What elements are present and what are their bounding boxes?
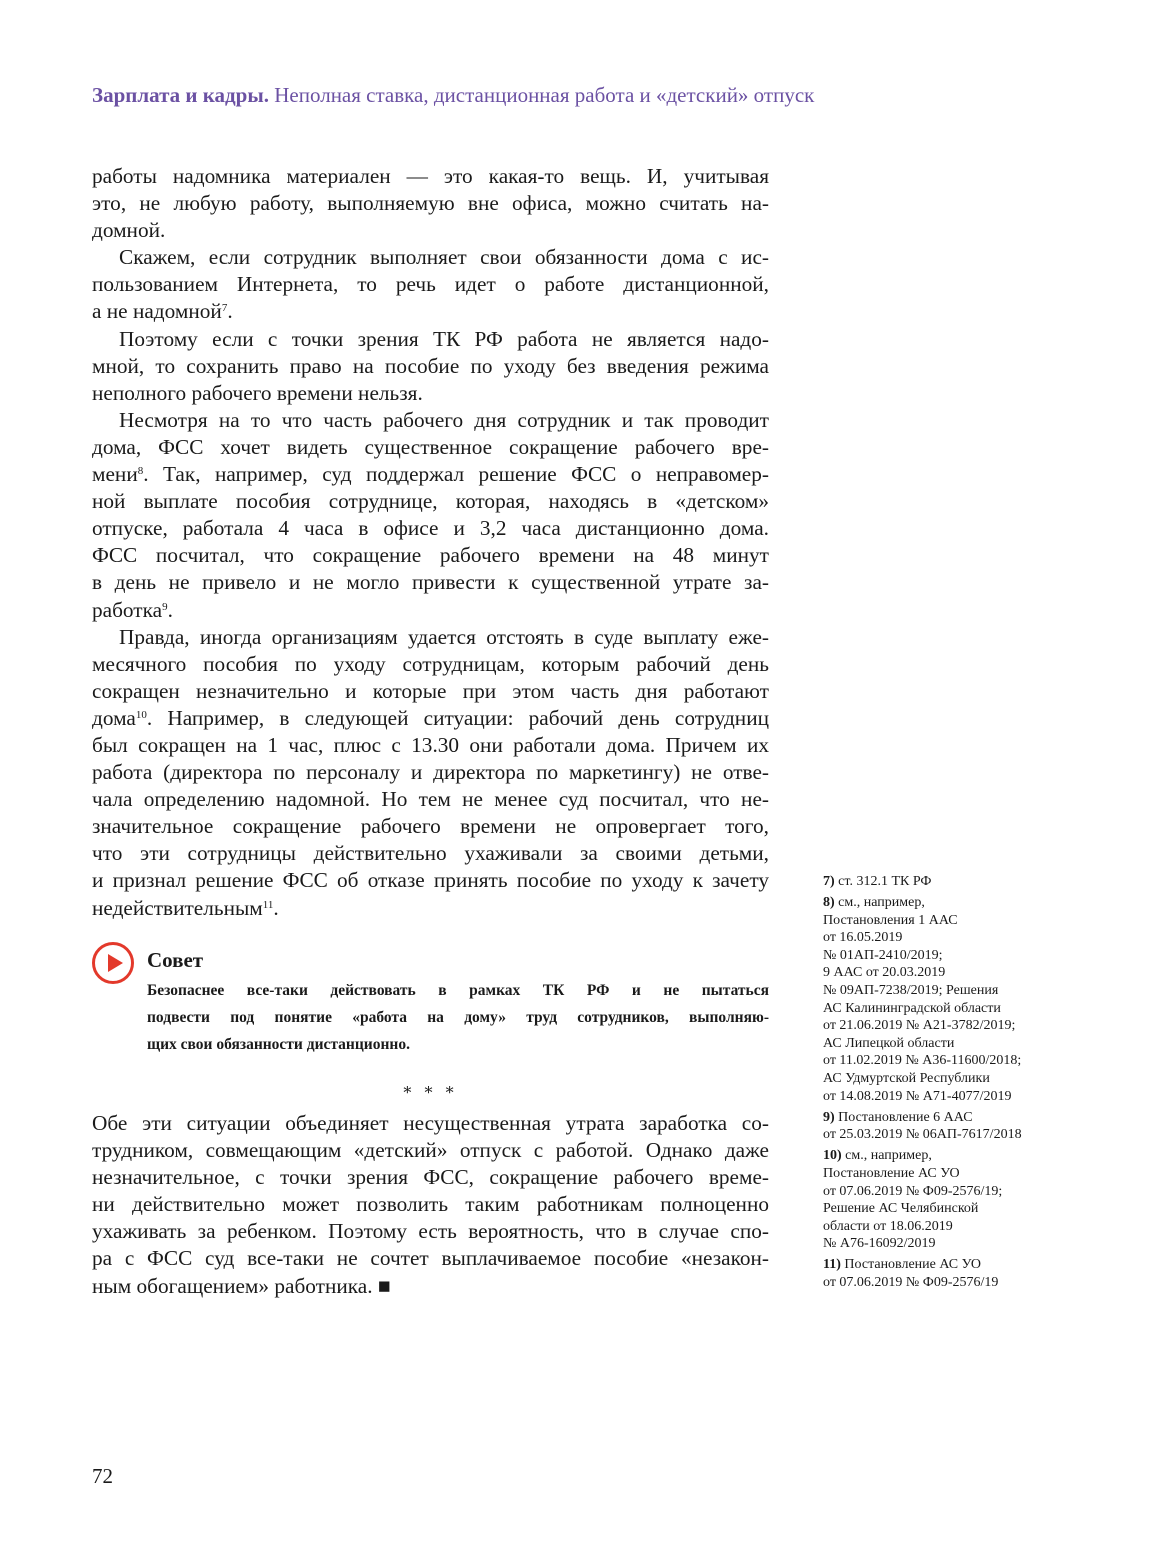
footnote-line: см., например,: [845, 1148, 932, 1164]
text-line: [92, 298, 769, 325]
footnote-line: от 07.06.2019 № Ф09-2576/19: [823, 1275, 999, 1291]
line-text: Правда, иногда организациям удается отстоять в суде выплату еже-: [119, 624, 769, 649]
section-separator: * * *: [403, 1083, 458, 1102]
page-number: 72: [92, 1464, 113, 1488]
text-line: [92, 515, 769, 542]
footnote-number: 10): [823, 1148, 842, 1164]
line-text: .: [273, 895, 279, 920]
footnote-line: № 01АП-2410/2019;: [823, 947, 943, 963]
text-line: [92, 1273, 769, 1300]
footnote-line: Решение АС Челябинской: [823, 1201, 979, 1217]
text-line: [92, 542, 769, 569]
text-line: [92, 732, 769, 759]
text-line: [92, 895, 769, 922]
text-line: [92, 1137, 769, 1164]
footnote-number: 9): [823, 1109, 835, 1125]
line-text: а не надомной: [92, 299, 222, 324]
footnote-ref: 9: [162, 600, 168, 613]
text-line: [92, 1218, 769, 1245]
footnote-line: ст. 312.1 ТК РФ: [838, 874, 932, 889]
line-text: . Например, в следующей ситуации: рабочий день сотрудниц: [146, 705, 769, 730]
text-line: [92, 651, 769, 678]
line-text: Обе эти ситуации объединяет несущественная утрата заработка со-: [92, 1111, 769, 1135]
text-line: [92, 217, 769, 244]
footnote-line: Постановления 1 ААС: [823, 912, 958, 928]
header-title: Неполная ставка, дистанционная работа и «детский» отпуск: [274, 83, 815, 107]
line-text: незначительное, с точки зрения ФСС, сокращение рабочего време-: [92, 1165, 769, 1190]
line-text: дома, ФСС хочет видеть существенное сокращение рабочего вре-: [92, 434, 769, 459]
footnote-line: АС Удмуртской Республики: [823, 1071, 990, 1087]
text-line: [92, 597, 769, 624]
text-line: [92, 786, 769, 813]
line-text: . Так, например, суд поддержал решение ФСС о неправомер-: [143, 462, 769, 487]
advice-title: Совет: [147, 948, 204, 972]
text-line: [92, 840, 769, 867]
footnote-ref: 8: [137, 465, 144, 478]
footnote-number: 11): [823, 1257, 841, 1273]
line-text: работы надомника материален — это какая-то вещь. И, учитывая: [92, 164, 769, 188]
footnote-line: области от 18.06.2019: [823, 1218, 953, 1234]
footnote-line: от 25.03.2019 № 06АП-7617/2018: [823, 1127, 1022, 1143]
advice-line: подвести под понятие «работа на дому» труд сотрудников, выполняю-: [147, 1009, 769, 1026]
text-line: [92, 244, 769, 271]
footnote: [823, 1256, 1063, 1291]
text-line: [92, 867, 769, 894]
footnote-line: Постановление АС УО: [844, 1257, 981, 1273]
footnote: [823, 1109, 1063, 1144]
line-text: ным обогащением» работника. ■: [92, 1273, 391, 1298]
line-text: месячного пособия по уходу сотрудницам, которым рабочий день: [92, 651, 769, 676]
line-text: мени: [92, 462, 138, 487]
footnote-line: от 07.06.2019 № Ф09-2576/19;: [823, 1183, 1003, 1199]
line-text: работка: [92, 597, 163, 622]
line-text: домной.: [92, 218, 166, 243]
text-line: [92, 624, 769, 651]
footnote-line: от 16.05.2019: [823, 930, 903, 946]
line-text: .: [167, 597, 173, 622]
text-line: [92, 488, 769, 515]
text-line: [92, 759, 769, 786]
footnote-ref: 7: [221, 302, 228, 315]
line-text: сокращен незначительно и которые при этом часть дня работают: [92, 678, 769, 703]
line-text: ра с ФСС суд все-таки не сочтет выплачиваемое пособие «незакон-: [92, 1246, 769, 1271]
closing-paragraph: [92, 1110, 769, 1300]
footnote-line: № 09АП-7238/2019; Решения: [823, 983, 999, 999]
line-text: ной выплате пособия сотруднице, которая, находясь в «детском»: [92, 489, 769, 514]
advice-line: щих свои обязанности дистанционно.: [147, 1036, 410, 1053]
footnote-number: 7): [823, 874, 835, 889]
line-text: .: [227, 299, 233, 324]
line-text: неполного рабочего времени нельзя.: [92, 380, 423, 405]
line-text: что эти сотрудницы действительно ухаживали за своими детьми,: [92, 841, 769, 866]
line-text: ФСС посчитал, что сокращение рабочего времени на 48 минут: [92, 543, 769, 568]
text-line: [92, 271, 769, 298]
footnote-line: Постановление 6 ААС: [838, 1109, 973, 1125]
footnote-line: см., например,: [838, 895, 925, 911]
footnotes: [823, 873, 1063, 1295]
footnote-line: АС Липецкой области: [823, 1035, 955, 1051]
line-text: ни действительно может позволить таким работникам полноценно: [92, 1192, 769, 1217]
body-text: [92, 163, 769, 922]
footnote: [823, 894, 1063, 1105]
text-line: [92, 407, 769, 434]
advice-text: [147, 977, 769, 1058]
line-text: дома: [92, 705, 136, 730]
line-text: Поэтому если с точки зрения ТК РФ работа не является надо-: [119, 326, 769, 351]
text-line: [92, 1164, 769, 1191]
line-text: значительное сокращение рабочего времени не опровергает того,: [92, 814, 769, 839]
text-line: [92, 1110, 769, 1137]
footnote-line: Постановление АС УО: [823, 1166, 960, 1181]
line-text: работа (директора по персоналу и директора по маркетингу) не отве-: [92, 760, 769, 785]
text-line: [92, 1191, 769, 1218]
line-text: трудником, совмещающим «детский» отпуск с работой. Однако даже: [92, 1138, 769, 1163]
text-line: [92, 813, 769, 840]
line-text: отпуске, работала 4 часа в офисе и 3,2 часа дистанционно дома.: [92, 516, 769, 541]
text-line: [92, 1245, 769, 1272]
line-text: Скажем, если сотрудник выполняет свои обязанности дома с ис-: [119, 245, 769, 270]
line-text: в день не привело и не могло привести к существенной утрате за-: [92, 570, 769, 595]
line-text: пользованием Интернета, то речь идет о работе дистанционной,: [92, 272, 769, 297]
footnote-number: 8): [823, 895, 835, 911]
line-text: Несмотря на то что часть рабочего дня сотрудник и так проводит: [119, 407, 769, 432]
footnote-line: АС Калининградской области: [823, 1000, 1001, 1016]
play-icon: [92, 942, 134, 984]
footnote-line: 9 ААС от 20.03.2019: [823, 965, 946, 981]
line-text: ухаживать за ребенком. Поэтому есть вероятность, что в случае спо-: [92, 1219, 769, 1244]
text-line: [92, 705, 769, 732]
text-line: [92, 678, 769, 705]
running-header: [92, 83, 814, 108]
line-text: мной, то сохранить право на пособие по уходу без введения режима: [92, 353, 769, 378]
text-line: [92, 163, 769, 190]
footnote: [823, 1147, 1063, 1253]
footnote-line: от 11.02.2019 № А36-11600/2018;: [823, 1053, 1022, 1069]
line-text: недействительным: [92, 895, 263, 920]
footnote-line: № А76-16092/2019: [823, 1236, 936, 1252]
footnote-line: от 14.08.2019 № А71-4077/2019: [823, 1088, 1012, 1104]
footnote-line: от 21.06.2019 № А21-3782/2019;: [823, 1018, 1016, 1034]
text-line: [92, 326, 769, 353]
line-text: чала определению надомной. Но тем не менее суд посчитал, что не-: [92, 787, 769, 812]
text-line: [92, 569, 769, 596]
line-text: был сокращен на 1 час, плюс с 13.30 они работали дома. Причем их: [92, 732, 769, 757]
text-line: [92, 380, 769, 407]
footnote: [823, 873, 1063, 891]
footnote-ref: 10: [135, 708, 147, 721]
text-line: [92, 353, 769, 380]
text-line: [92, 434, 769, 461]
header-section: Зарплата и кадры.: [92, 83, 270, 107]
text-line: [92, 190, 769, 217]
line-text: это, не любую работу, выполняемую вне офиса, можно считать на-: [92, 191, 769, 216]
advice-line: Безопаснее все-таки действовать в рамках ТК РФ и не пытаться: [147, 982, 769, 999]
text-line: [92, 461, 769, 488]
footnote-ref: 11: [262, 898, 274, 911]
line-text: и признал решение ФСС об отказе принять пособие по уходу к зачету: [92, 868, 769, 893]
